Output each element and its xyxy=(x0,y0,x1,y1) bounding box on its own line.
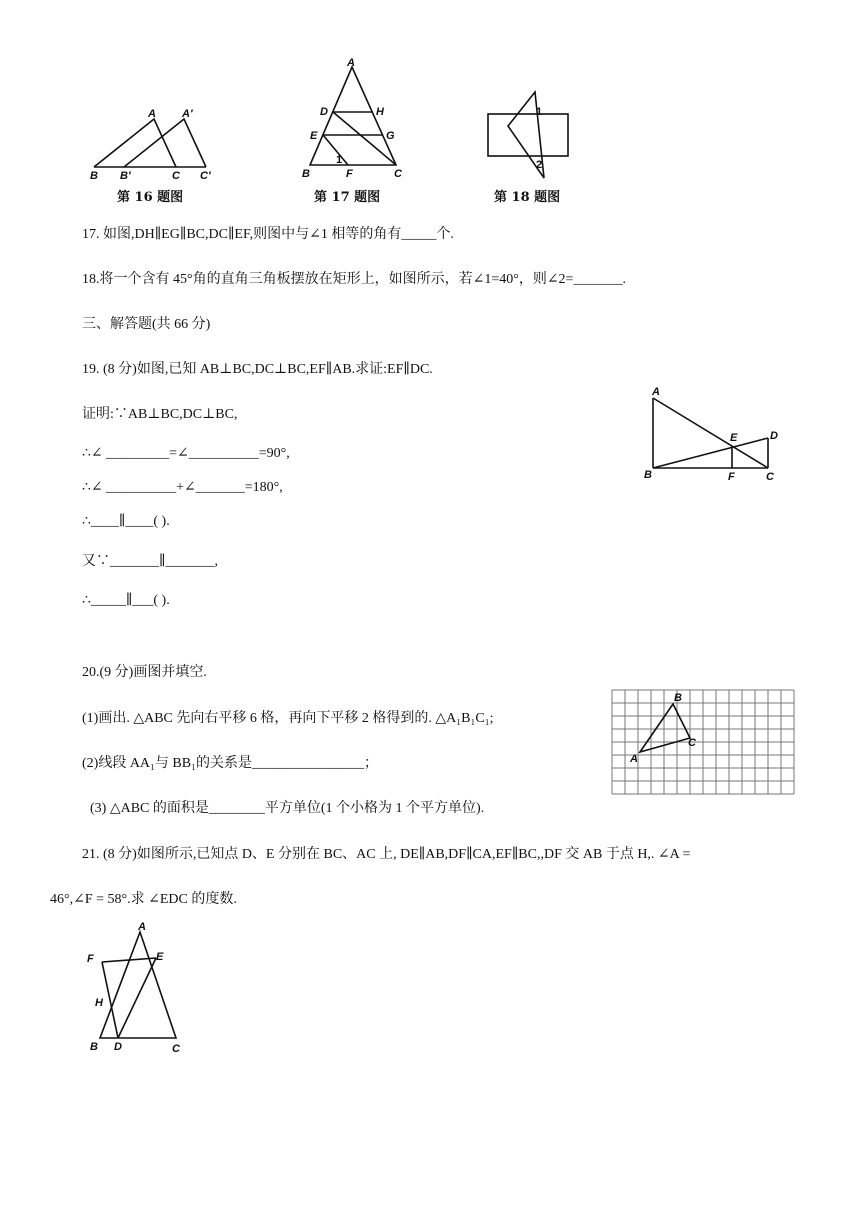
figure-18 xyxy=(480,90,580,185)
question-20-part-3: (3) △ABC 的面积是________平方单位(1 个小格为 1 个平方单位). xyxy=(90,801,485,816)
q19-proof-line-5: 又∵_______∥_______, xyxy=(82,554,218,569)
q19-proof-line-2: ∴∠ _________=∠__________=90°, xyxy=(82,446,290,461)
figure-19 xyxy=(640,382,790,482)
fig18-label-two: 2 xyxy=(536,159,543,171)
figure-16 xyxy=(80,105,220,185)
fig17-label-e: E xyxy=(310,130,318,142)
fig21-label-b: B xyxy=(90,1041,98,1053)
figure-17 xyxy=(296,55,416,180)
fig18-label-one: 1 xyxy=(536,106,543,118)
question-17: 17. 如图,DH∥EG∥BC,DC∥EF,则图中与∠1 相等的角有_____个. xyxy=(82,227,454,242)
q19-proof-line-3: ∴∠ __________+∠_______=180°, xyxy=(82,480,283,495)
fig16-caption: 第 16 题图 xyxy=(117,190,184,205)
fig16-label-a-prime: A′ xyxy=(182,108,193,120)
fig21-label-h: H xyxy=(95,997,103,1009)
fig17-label-b: B xyxy=(302,168,310,180)
fig19-label-e: E xyxy=(730,432,738,444)
fig17-label-f: F xyxy=(346,168,353,180)
question-20-part-2: (2)线段 AA₁与 BB₁的关系是________________； xyxy=(82,756,378,771)
fig17-label-h: H xyxy=(376,106,384,118)
fig21-label-f: F xyxy=(87,953,94,965)
question-18: 18.将一个含有 45°角的直角三角板摆放在矩形上，如图所示，若∠1=40°，则∠2=_______. xyxy=(82,272,626,287)
fig18-caption: 第 18 题图 xyxy=(494,190,561,205)
fig17-caption: 第 17 题图 xyxy=(314,190,381,205)
section-3-heading: 三、解答题(共 66 分) xyxy=(82,317,211,332)
question-21-line-2: 46°,∠F = 58°.求 ∠EDC 的度数. xyxy=(50,892,237,907)
fig21-label-a: A xyxy=(138,921,146,933)
fig20-label-b: B xyxy=(674,692,682,704)
fig21-label-c: C xyxy=(172,1043,180,1055)
question-20-part-1: (1)画出. △ABC 先向右平移 6 格，再向下平移 2 格得到的. △A₁B₁C₁; xyxy=(82,711,494,726)
fig16-label-b-prime: B′ xyxy=(120,170,131,182)
fig17-label-c: C xyxy=(394,168,402,180)
fig17-label-a: A xyxy=(347,57,355,69)
fig19-label-a: A xyxy=(652,386,660,398)
fig16-label-a: A xyxy=(148,108,156,120)
fig20-label-a: A xyxy=(630,753,638,765)
fig21-label-e: E xyxy=(156,951,164,963)
fig17-label-one: 1 xyxy=(336,154,343,166)
fig19-label-f: F xyxy=(728,471,735,482)
fig19-label-c: C xyxy=(766,471,774,482)
fig16-label-c: C xyxy=(172,170,180,182)
fig16-label-b: B xyxy=(90,170,98,182)
question-21-line-1: 21. (8 分)如图所示,已知点 D、E 分别在 BC、AC 上, DE∥AB,DF∥CA,EF∥BC,,DF 交 AB 于点 H,. ∠A = xyxy=(82,847,691,862)
fig16-label-c-prime: C′ xyxy=(200,170,211,182)
fig17-label-d: D xyxy=(320,106,328,118)
q19-proof-line-1: 证明:∵AB⊥BC,DC⊥BC, xyxy=(82,407,238,422)
q19-proof-line-4: ∴____∥____( ). xyxy=(82,514,170,529)
q19-proof-line-6: ∴_____∥___( ). xyxy=(82,593,170,608)
fig21-label-d: D xyxy=(114,1041,122,1053)
question-19-title: 19. (8 分)如图,已知 AB⊥BC,DC⊥BC,EF∥AB.求证:EF∥DC. xyxy=(82,362,433,377)
fig19-label-d: D xyxy=(770,430,778,442)
question-20-title: 20.(9 分)画图并填空. xyxy=(82,665,207,680)
fig17-label-g: G xyxy=(386,130,395,142)
fig20-label-c: C xyxy=(688,737,696,749)
fig19-label-b: B xyxy=(644,469,652,481)
figure-20-grid xyxy=(610,688,800,796)
figure-21 xyxy=(84,920,194,1060)
